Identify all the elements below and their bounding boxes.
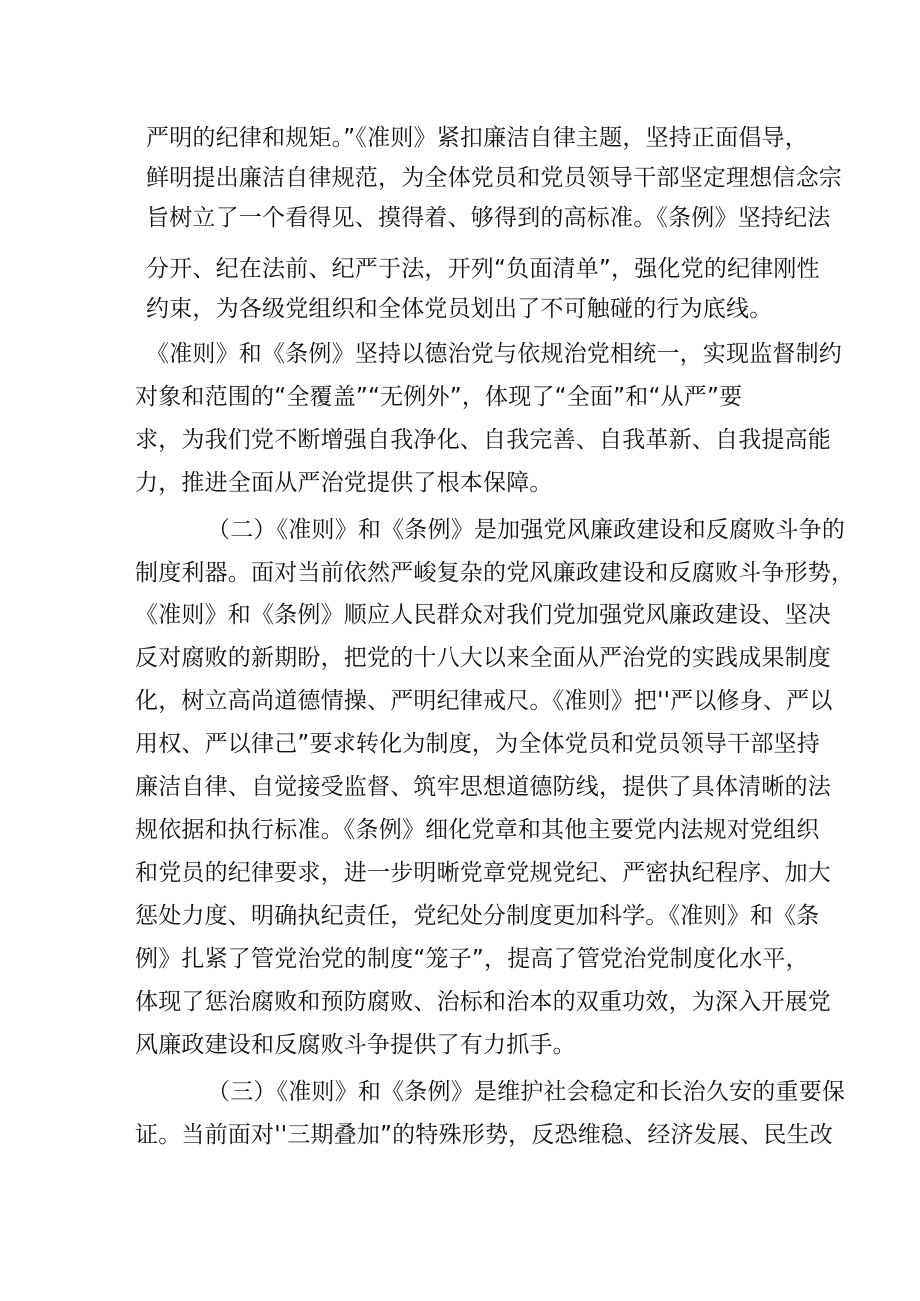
text-line: 对象和范围的“全覆盖”“无例外”，体现了“全面”和“从严”要	[135, 384, 743, 410]
text-line: 求，为我们党不断增强自我净化、自我完善、自我革新、自我提高能	[135, 427, 831, 453]
text-line: 分开、纪在法前、纪严于法，开列“负面清单”，强化党的纪律刚性	[146, 256, 820, 282]
text-line: 例》扎紧了管党治党的制度“笼子”，提高了管党治党制度化水平，	[135, 946, 809, 972]
text-line: 规依据和执行标准。《条例》细化党章和其他主要党内法规对党组织	[135, 817, 820, 843]
text-line: 证。当前面对''三期叠加”的特殊形势，反恐维稳、经济发展、民生改	[135, 1122, 833, 1148]
text-line: 用权、严以律己”要求转化为制度，为全体党员和党员领导干部坚持	[135, 731, 820, 757]
text-line: 力，推进全面从严治党提供了根本保障。	[135, 470, 553, 496]
text-line: 廉洁自律、自觉接受监督、筑牢思想道德防线，提供了具体清晰的法	[135, 774, 831, 800]
section-heading-3: （三）《准则》和《条例》是维护社会稳定和长治久安的重要保	[207, 1079, 846, 1105]
text-line: 《准则》和《条例》顺应人民群众对我们党加强党风廉政建设、坚决	[135, 602, 831, 628]
text-line: 风廉政建设和反腐败斗争提供了有力抓手。	[135, 1032, 576, 1058]
text-line: 反对腐败的新期盼，把党的十八大以来全面从严治党的实践成果制度	[135, 645, 831, 671]
text-line: 制度利器。面对当前依然严峻复杂的党风廉政建设和反腐败斗争形势，	[135, 560, 855, 586]
text-line: 鲜明提出廉洁自律规范，为全体党员和党员领导干部坚定理想信念宗	[146, 165, 842, 191]
text-line: 体现了惩治腐败和预防腐败、治标和治本的双重功效，为深入开展党	[135, 989, 831, 1015]
text-line: 化，树立高尚道德情操、严明纪律戒尺。《准则》把''严以修身、严以	[135, 688, 833, 714]
section-heading-2: （二）《准则》和《条例》是加强党风廉政建设和反腐败斗争的	[207, 517, 846, 543]
text-line: 《准则》和《条例》坚持以德治党与依规治党相统一，实现监督制约	[146, 341, 842, 367]
text-line: 严明的纪律和规矩。”《准则》紧扣廉洁自律主题，坚持正面倡导，	[146, 125, 808, 151]
text-line: 约束，为各级党组织和全体党员划出了不可触碰的行为底线。	[146, 296, 773, 322]
text-line: 惩处力度、明确执纪责任，党纪处分制度更加科学。《准则》和《条	[135, 903, 820, 929]
text-line: 和党员的纪律要求，进一步明晰党章党规党纪、严密执纪程序、加大	[135, 860, 831, 886]
text-line: 旨树立了一个看得见、摸得着、够得到的高标准。《条例》坚持纪法	[146, 205, 831, 231]
